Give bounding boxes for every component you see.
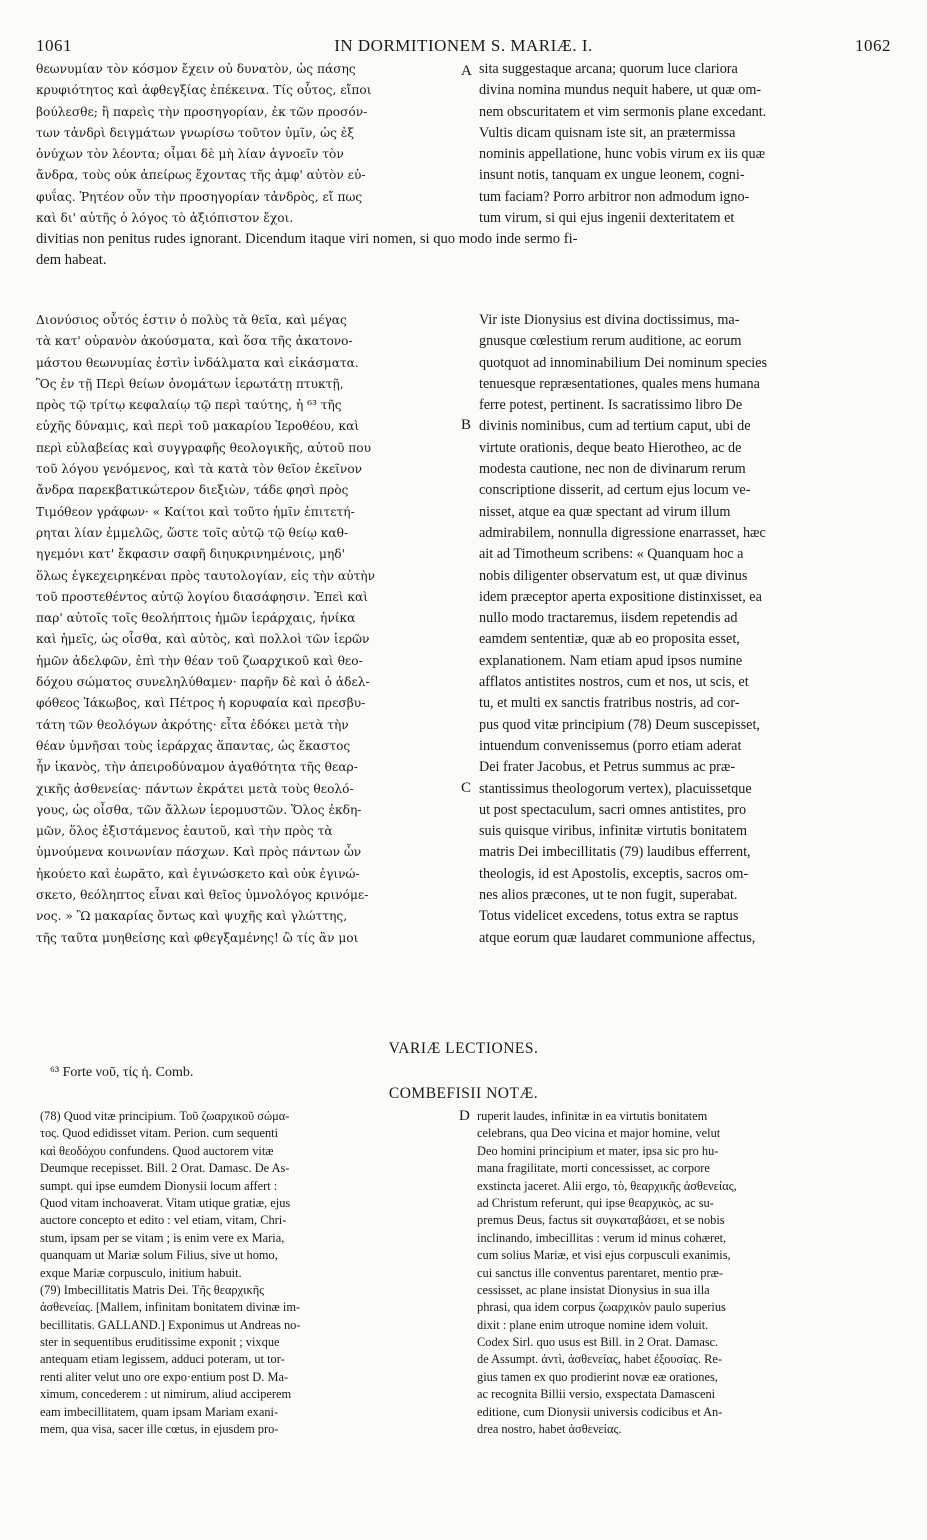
text-line: mem, qua visa, sacer ille cœtus, in ejusdem pro- (40, 1422, 279, 1437)
text-line: Ὃς ἐν τῇ Περὶ θείων ὀνομάτων ἱερωτάτῃ πτυκτῇ, (36, 376, 344, 391)
text-line: cessisset, ac plane insistat Dionysius in sua illa (477, 1282, 710, 1297)
text-line: ηγεμόνι κατ' ἔκφασιν σαφῆ διηυκρινημένοις, μηδ' (36, 547, 345, 562)
running-title: IN DORMITIONEM S. MARIÆ. I. (334, 36, 593, 55)
notes-left-column (40, 1108, 455, 1438)
text-line: drea nostro, habet ἀσθενείας. (477, 1422, 622, 1437)
text-line: dem habeat. (36, 252, 107, 269)
text-line: θεωνυμίαν τὸν κόσμον ἔχειν οὐ δυνατὸν, ὡς πάσης (36, 62, 356, 76)
text-line: premus Deus, factus sit συγκαταβάσει, et se nobis (477, 1213, 725, 1228)
text-line: τοῦ λόγου γενόμενος, καὶ τὰ κατὰ τὸν θεῖον ἐκεῖνον (36, 462, 363, 477)
text-line: theologis, id est Apostolis, exceptis, sacros om- (479, 865, 749, 882)
text-line: ximum, concederem : ut nimirum, aliud acciperem (40, 1387, 292, 1402)
text-line: Τιμόθεον γράφων· « Καίτοι καὶ τοῦτο ἡμῖν ἐπιτετή- (36, 504, 355, 519)
text-line: (79) Imbecillitatis Matris Dei. Τῆς θεαρχικῆς (40, 1282, 265, 1297)
text-line: nisset, atque ea quæ spectant ad virum illum (479, 503, 731, 520)
text-line: cum solius Mariæ, et visi ejus corpusculi exanimis, (477, 1248, 731, 1263)
text-line: νος. » Ὢ μακαρίας ὄντως καὶ ψυχῆς καὶ γλώττης, (36, 909, 348, 924)
text-line: virtute orationis, deque beato Hierotheo, ac de (479, 439, 742, 456)
text-line: ferre potest, pertinent. Is sacratissimo libro De (479, 397, 743, 414)
variae-lectiones-title: VARIÆ LECTIONES. (388, 1040, 539, 1057)
text-line: φόθεος Ἰάκωβος, καὶ Πέτρος ἡ κορυφαία καὶ πρεσβυ- (36, 696, 366, 711)
text-line: ὑμνούμενα κοινωνίαν πάσχων. Καὶ πρὸς πάντων ὧν (36, 845, 362, 860)
text-line: παρ' αὐτοῖς τοῖς θεολήπτοις ἡμῶν ἱεράρχαις, ἡνίκα (36, 611, 356, 626)
text-line: φυΐας. Ῥητέον οὖν τὴν προσηγορίαν τἀνδρὸς, εἴ πως (36, 189, 363, 204)
text-line: admirabilem, nonnulla digressione enarrasset, hæc (479, 524, 766, 541)
margin-marker-b: B (461, 417, 472, 433)
text-line: Vultis dicam quisnam iste sit, an prætermissa (479, 124, 736, 141)
text-line: nobis diligenter observatum est, ut quæ divinus (479, 567, 748, 584)
text-line: intuendum convenissemus (porro etiam aderat (479, 737, 742, 754)
text-line: sita suggestaque arcana; quorum luce clariora (479, 61, 738, 77)
text-line: exstincta jaceret. Alii ergo, τὸ, θεαρχικῆς ἀσθενείας, (477, 1178, 737, 1193)
text-line: insunt notis, tanquam ex ungue leonem, cogni- (479, 167, 745, 184)
text-line: ait ad Timotheum scribens: « Quanquam hoc a (479, 546, 744, 563)
text-line: quanquam ut Mariæ solum Filius, sive ut homo, (40, 1248, 278, 1263)
notes-title: COMBEFISII NOTÆ. (388, 1085, 539, 1102)
text-line: (78) Quod vitæ principium. Τοῦ ζωαρχικοῦ σώμα- (40, 1109, 290, 1123)
text-line: καὶ ἡμεῖς, ὡς οἶσθα, καὶ αὐτὸς, καὶ πολλοὶ τῶν ἱερῶν (36, 632, 370, 647)
text-line: inclinando, imbecillitas : verum id minus cohæret, (477, 1230, 727, 1245)
text-line: auctore concepto et edito : vel etiam, vitam, Chri- (40, 1213, 287, 1228)
text-line: ἦν ἱκανὸς, τὴν ἀπειροδύναμον ἀγαθότητα τῆς θεαρ- (36, 760, 358, 775)
text-line: phrasi, qua idem corpus ζωαρχικὸν paulo superius (477, 1300, 726, 1315)
text-line: ster in sequentibus eruditissime exponit ; vixque (40, 1335, 280, 1350)
text-line: ἠκούετο καὶ ἑωρᾶτο, καὶ ἐγινώσκετο καὶ οὐκ ἐγινώ- (36, 866, 360, 881)
text-line: tum faciam? Porro arbitror non admodum igno- (479, 188, 750, 205)
text-line: nes alios præcones, ut te non fugit, superabat. (479, 887, 738, 904)
text-line: modesta cautione, nec non de divinarum rerum (479, 461, 746, 478)
text-line: stum, ipsam per se vitam ; is enim vere ex Maria, (40, 1230, 285, 1245)
text-line: ἡμῶν ἀδελφῶν, ἐπὶ τὴν θέαν τοῦ ζωαρχικοῦ καὶ θεο- (36, 653, 363, 668)
text-line: τος. Quod edidisset vitam. Perion. cum sequenti (40, 1126, 279, 1141)
text-line: sumpt. qui ipse eumdem Dionysii locum affert : (40, 1178, 278, 1193)
text-line: editione, cum Dionysii universis codicibus et An- (477, 1404, 723, 1419)
latin-column-main (479, 310, 893, 949)
text-line: divitias non penitus rudes ignorant. Dicendum itaque viri nomen, si quo modo inde sermo fi- (36, 231, 578, 247)
text-line: εὐχῆς δύναμις, καὶ περὶ τοῦ μακαρίου Ἱεροθέου, καὶ (36, 419, 360, 434)
text-line: atque eorum quæ laudaret communione affectus, (479, 929, 756, 946)
text-line: Dei frater Jacobus, et Petrus summus ac præ- (479, 759, 736, 776)
text-line: tenuesque repræsentationes, quales mens humana (479, 375, 760, 392)
text-line: eam imbecillitatem, quam ipsam Mariam exani- (40, 1404, 279, 1419)
greek-column-main (36, 310, 468, 949)
text-line: Deo homini principium et mater, ipsa sic pro hu- (477, 1143, 719, 1158)
text-line: ἄνδρα, τοὺς οὐκ ἀπείρως ἔχοντας τῆς ἀμφ' αὐτὸν εὐ- (36, 168, 366, 183)
text-line: βούλεσθε; ἢ παρεὶς τὴν προσηγορίαν, ἐκ τῶν προσόν- (36, 104, 368, 119)
text-line: becillitatis. GALLAND.] Exponimus ut Andreas no- (40, 1317, 301, 1332)
text-line: ἄνδρα παρεκβατικώτερον διεξιὼν, τάδε φησὶ πρὸς (36, 483, 349, 498)
text-line: Totus videlicet excedens, totus extra se raptus (479, 908, 739, 925)
text-line: Διονύσιος οὗτός ἐστιν ὁ πολὺς τὰ θεῖα, καὶ μέγας (36, 313, 347, 327)
text-line: ἀσθενείας. [Mallem, infinitam bonitatem divinæ im- (40, 1300, 301, 1315)
text-line: Vir iste Dionysius est divina doctissimus, ma- (479, 312, 740, 328)
text-line: exque Mariæ corpusculo, initium habuit. (40, 1265, 242, 1280)
text-line: περὶ εὐλαβείας καὶ συγγραφῆς θεολογικῆς, αὐτοῦ που (36, 440, 371, 455)
text-line: tu, et multi ex sanctis fratribus nostris, ad cor- (479, 695, 740, 712)
margin-marker-a: A (461, 63, 472, 79)
margin-marker-d: D (459, 1108, 470, 1124)
variant-note: ⁶³ Forte νοῦ, τίς ἡ. Comb. (50, 1065, 194, 1080)
text-line: μάστου θεωνυμίας ἐστὶν ἰνδάλματα καὶ εἰκάσματα. (36, 355, 359, 370)
text-line: quotquot ad innominabilium Dei nominum species (479, 354, 768, 371)
text-line: τοῦ προστεθέντος αὐτῷ λογίου διασάφησιν. Ἐπεὶ καὶ (36, 589, 369, 604)
text-line: ρηται λίαν ἐμμελῶς, ὥστε τοῖς αὐτῷ τῷ θείῳ καθ- (36, 525, 349, 540)
text-line: gnusque cœlestium rerum auditione, ac eorum (479, 333, 742, 350)
text-line: ὅλως ἐγκεχειρηκέναι πρὸς ταυτολογίαν, εἰς τὴν αὐτὴν (36, 568, 376, 583)
text-line: mana fragilitate, morti concessisset, ac corpore (477, 1161, 710, 1176)
text-line: tum virum, si qui ejus ingenii dexteritatem et (479, 210, 735, 227)
text-line: eamdem sententiæ, quæ ab eo proposita esset, (479, 631, 740, 648)
text-line: pus quod vitæ principium (78) Deum suscepisset, (479, 716, 760, 733)
text-line: τὰ κατ' οὐρανὸν ἀκούσματα, καὶ ὅσα τῆς ἀκατονο- (36, 334, 353, 349)
text-line: antequam etiam legissem, adduci poteram, ut tor- (40, 1352, 285, 1367)
full-width-latin (36, 229, 891, 272)
text-line: matris Dei imbecillitatis (79) laudibus efferrent, (479, 844, 751, 861)
text-line: δόχου σώματος συνεληλύθαμεν· παρῆν δὲ καὶ ὁ ἀδελ- (36, 675, 370, 690)
text-line: idem præceptor aperta expositione distinxisset, ea (479, 588, 762, 605)
margin-marker-c: C (461, 780, 472, 796)
text-line: divinis nominibus, cum ad tertium caput, ubi de (479, 418, 751, 435)
greek-column-top (36, 59, 468, 229)
text-line: σκετο, θεόληπτος εἶναι καὶ θεῖος ὑμνολόγος κρινόμε- (36, 888, 369, 903)
text-line: nominis appellatione, hunc vobis virum ex iis quæ (479, 146, 766, 163)
text-line: τάτη τῶν θεολόγων ἀκρότης· εἶτα ἐδόκει μετὰ τὴν (36, 717, 349, 732)
latin-column-top (479, 59, 893, 229)
text-line: stantissimus theologorum vertex), placuissetque (479, 780, 752, 797)
notes-right-column (477, 1108, 893, 1438)
text-line: πρὸς τῷ τρίτῳ κεφαλαίῳ τῷ περὶ ταύτης, ἡ ⁶³ τῆς (36, 398, 342, 413)
text-line: explanationem. Nam etiam apud ipsos numine (479, 652, 743, 669)
text-line: Quod vitam inchoaverat. Vitam utique gratiæ, ejus (40, 1195, 291, 1210)
text-line: gius tamen ex quo prodierint novæ eæ orationes, (477, 1369, 718, 1384)
text-line: τῆς ταῦτα μυηθείσης καὶ φθεγξαμένης! ὢ τίς ἂν μοι (36, 930, 359, 945)
text-line: Deumque recepisset. Bill. 2 Orat. Damasc. De As- (40, 1161, 290, 1176)
text-line: renti aliter velut uno ore expo·entium post D. Ma- (40, 1369, 289, 1384)
text-line: καὶ δι' αὐτῆς ὁ λόγος τὸ ἀξιόπιστον ἔχοι. (36, 211, 294, 226)
text-line: suis quisque viribus, infinitæ virtutis bonitatem (479, 823, 747, 840)
text-line: ad Christum referunt, qui ipse θεαρχικὸς, ac su- (477, 1195, 714, 1210)
page-number-right: 1062 (855, 36, 891, 55)
text-line: μῶν, ὅλος ἐξιστάμενος ἑαυτοῦ, καὶ τὴν πρὸς τὰ (36, 824, 333, 839)
text-line: γους, ὡς οἶσθα, τῶν ἄλλων ἱερομυστῶν. Ὅλος ἐκδη- (36, 802, 362, 817)
text-line: καὶ θεοδόχου confundens. Quod auctorem vitæ (40, 1143, 274, 1158)
text-line: conscriptione disserit, ad certum ejus locum ve- (479, 482, 751, 499)
text-line: κρυφιότητος καὶ ἀφθεγξίας ἐπέκεινα. Τίς οὗτος, εἴποι (36, 83, 372, 98)
text-line: cui sanctus ille conventus parentaret, mentio præ- (477, 1265, 724, 1280)
text-line: celebrans, qua Deo vicina et major homine, velut (477, 1126, 721, 1141)
text-line: ut post spectaculum, sacri omnes antistites, pro (479, 801, 747, 818)
text-line: divina nomina mundus nequit habere, ut quæ om- (479, 82, 762, 99)
text-line: dixit : plane enim utroque nomine idem voluit. (477, 1317, 709, 1332)
text-line: Codex Sirl. quo usus est Bill. in 2 Orat. Damasc. (477, 1335, 719, 1350)
page-number-left: 1061 (36, 36, 72, 55)
text-line: de Assumpt. ἀντὶ, ἀσθενείας, habet ἐξουσίας. Re- (477, 1352, 723, 1367)
text-line: ὀνύχων τὸν λέοντα; οἶμαι δὲ μὴ λίαν ἀγνοεῖν τὸν (36, 147, 344, 162)
text-line: afflatos antistites nostros, cum et nos, ut scis, et (479, 674, 749, 691)
text-line: ruperit laudes, infinitæ in ea virtutis bonitatem (477, 1109, 708, 1123)
text-line: ac recognita Billii versio, exspectata Damasceni (477, 1387, 716, 1402)
text-line: θέαν ὑμνῆσαι τοὺς ἱεράρχας ἅπαντας, ὡς ἕκαστος (36, 738, 351, 753)
text-line: των τἀνδρὶ δειγμάτων γνωρίσω τοῦτον ὑμῖν, ὡς ἐξ (36, 125, 355, 140)
text-line: χικῆς ἀσθενείας· πάντων ἐκράτει μετὰ τοὺς θεολό- (36, 781, 354, 796)
text-line: nullo modo tractaremus, iisdem repetendis ad (479, 610, 738, 627)
text-line: nem obscuritatem et vim sermonis plane excedant. (479, 103, 767, 120)
